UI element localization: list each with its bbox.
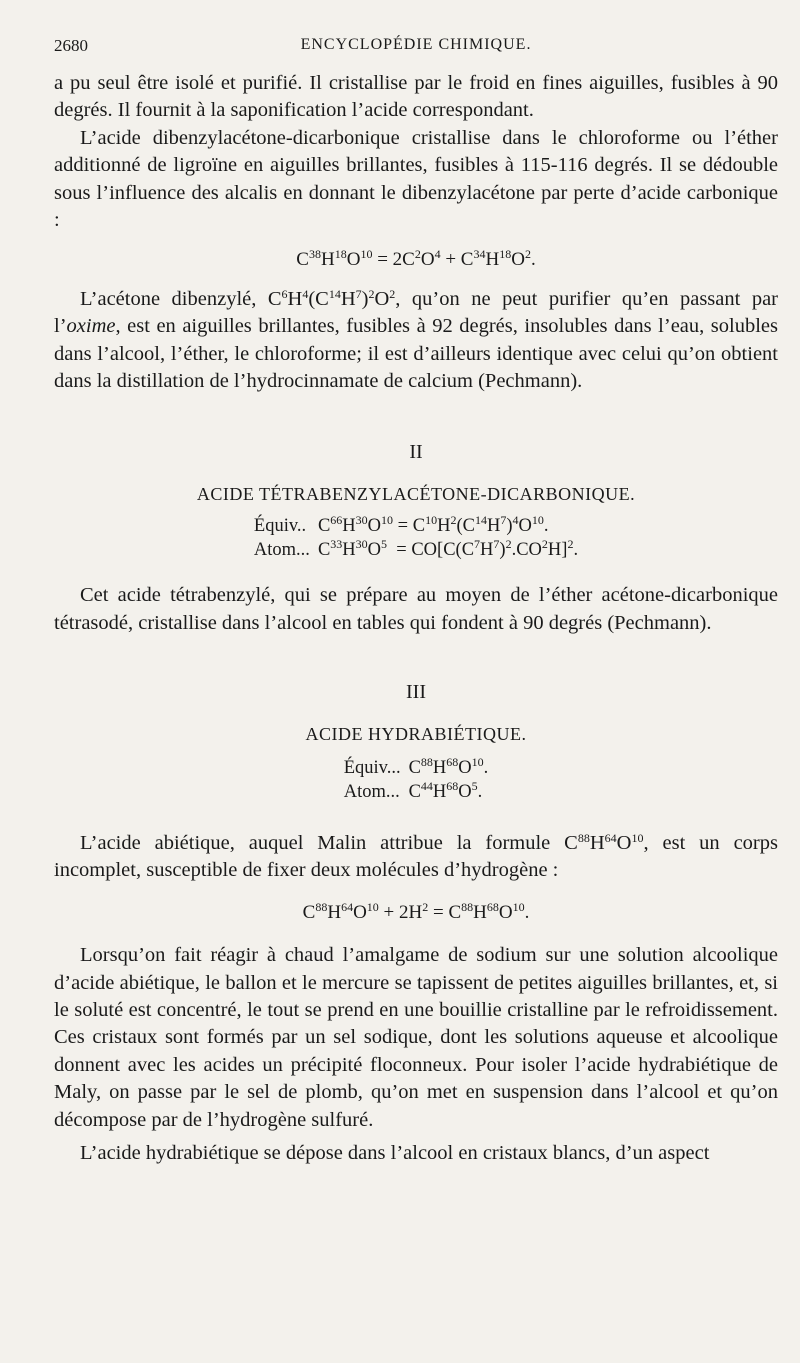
paragraph-6: Lorsqu’on fait réagir à chaud l’amalgame de sodium sur une solution alcoolique d’acide abiétique, le ballon et le mercure se tapissent de petites aiguilles brillantes, et, si le soluté est concentré, le tout se prend en une bouillie cristalline par le refroidissement. Ces cristaux sont formés par un sel sodique, dont les solutions aqueuse et alcoolique donnent avec les acides un précipité floconneux. Pour isoler l’acide hydrabiétique de Maly, on passe par le sel de plomb, qu’on met en suspension dans l’alcool et qu’on décompose par de l’hydrogène sulfuré. [54, 944, 778, 1131]
section-numeral-2: II [409, 441, 423, 464]
equiv-label: Équiv... [343, 757, 401, 778]
section-title-2: ACIDE TÉTRABENZYLACÉTONE-DICARBONIQUE. [196, 483, 636, 504]
formula-table-2: Équiv.. $C^{66}H^{30}O^{10} = C^{10}H^2(C^{14}H^7)^4O^{10}$. Atom... $C^{33}H^{30}O^5 = CO[C(C^7H^7)^2.CO^2H]^2$. [250, 514, 582, 562]
atom-label: Atom... [253, 540, 310, 561]
running-title: ENCYCLOPÉDIE CHIMIQUE. [300, 36, 532, 53]
formula-decomposition: $C^{38}H^{18}O^{10} = 2C^2O^4 + C^{34}H^{18}O^2$. [296, 247, 536, 271]
atom-label: Atom... [343, 781, 400, 802]
equiv-label: Équiv.. [253, 516, 307, 537]
paragraph-1: a pu seul être isolé et purifié. Il cristallise par le froid en fines aiguilles, fusibles à 90 degrés. Il fournit à la saponification l’acide correspondant. [54, 72, 778, 122]
paragraph-2: L’acide dibenzylacétone-dicarbonique cristallise dans le chloroforme ou l’éther additionné de ligroïne en aiguilles brillantes, fusibles à 115-116 degrés. Il se dédouble sous l’influence des alcalis en donnant le dibenzylacétone par perte d’acide carbonique : [54, 126, 778, 232]
paragraph-5: L’acide abiétique, auquel Malin attribue la formule $C^{88}H^{64}O^{10}$, est un corps incomplet, susceptible de fixer deux molécules d’hydrogène : [54, 830, 778, 882]
page-body [54, 70, 778, 1167]
page-number: 2680 [54, 36, 88, 55]
page-header [54, 36, 778, 58]
paragraph-3: L’acétone dibenzylé, $C^6H^4(C^{14}H^7)^2O^2$, qu’on ne peut purifier qu’en passant par l’oxime, est en aiguilles brillantes, fusibles à 92 degrés, insolubles dans l’eau, solubles dans l’alcool, l’éther, le chloroforme; il est d’ailleurs identique avec celui qu’on obtient dans la distillation de l’hydrocinnamate de calcium (Pechmann). [54, 286, 779, 393]
paragraph-4: Cet acide tétrabenzylé, qui se prépare au moyen de l’éther acétone-dicarbonique tétrasodé, cristallise dans l’alcool en tables qui fondent à 90 degrés (Pechmann). [54, 584, 778, 634]
formula-hydrogenation: $C^{88}H^{64}O^{10} + 2H^2 = C^{88}H^{68}O^{10}$. [302, 899, 530, 923]
section-numeral-3: III [406, 681, 426, 704]
formula-table-3: Équiv... $C^{88}H^{68}O^{10}$. Atom... $C^{44}H^{68}O^5$. [340, 756, 493, 804]
paragraph-7: L’acide hydrabiétique se dépose dans l’alcool en cristaux blancs, d’un aspect [80, 1141, 710, 1164]
section-title-3: ACIDE HYDRABIÉTIQUE. [305, 723, 527, 744]
